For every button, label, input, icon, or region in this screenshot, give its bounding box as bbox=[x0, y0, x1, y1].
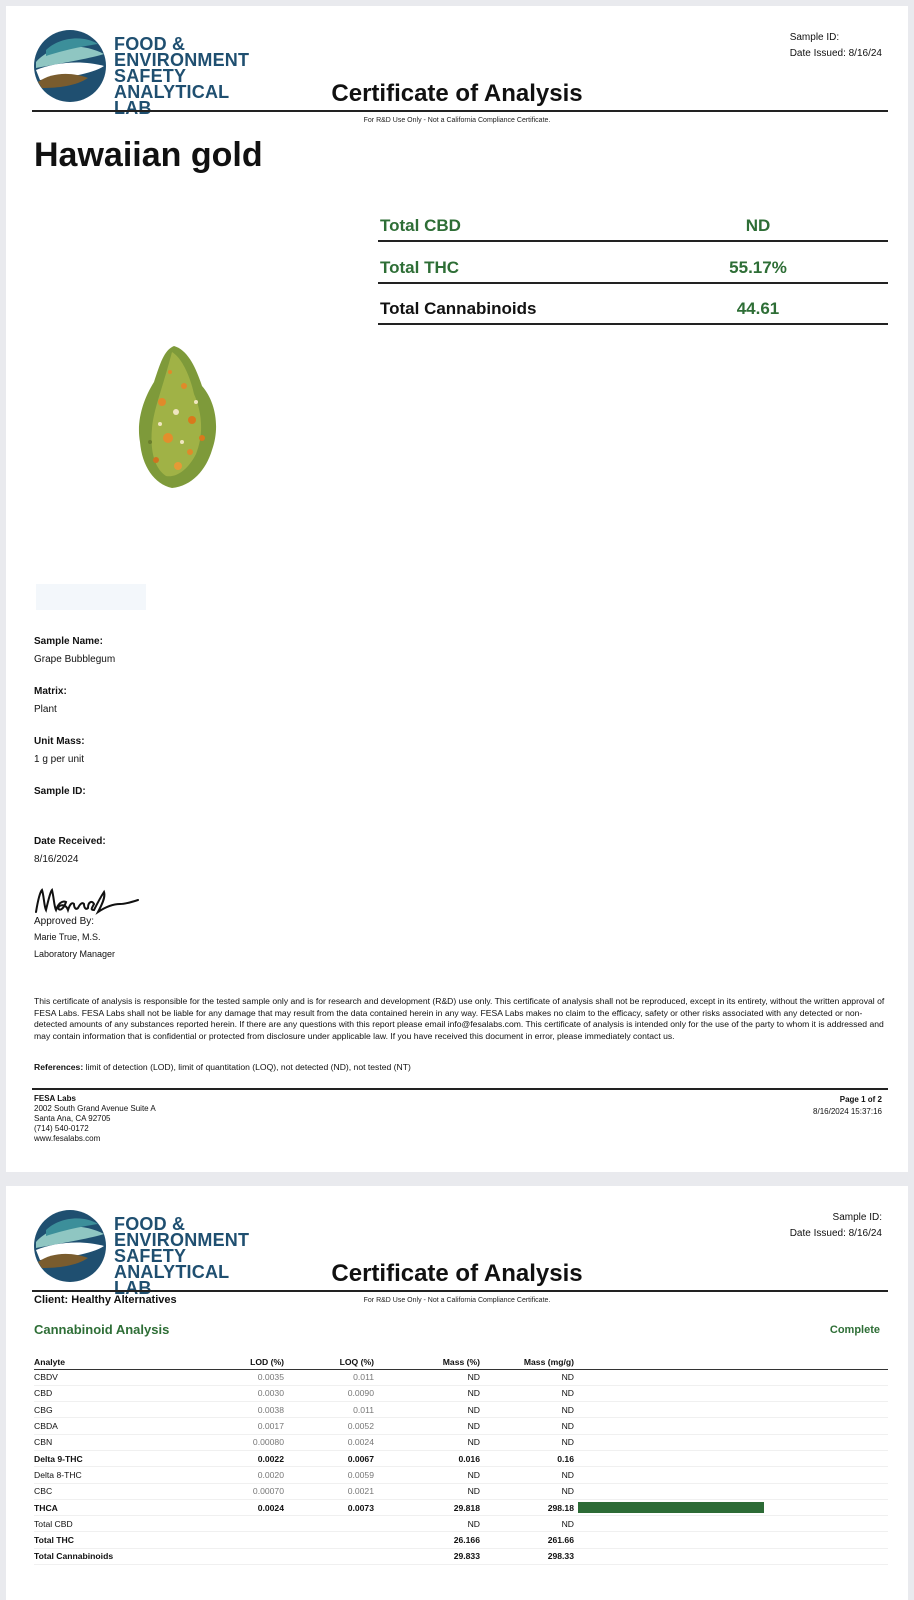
sample-name-value: Grape Bubblegum bbox=[34, 654, 116, 665]
loq-cell: 0.0059 bbox=[284, 1467, 374, 1483]
mass-mg-cell: ND bbox=[480, 1467, 574, 1483]
header-divider bbox=[32, 1290, 888, 1292]
product-name: Hawaiian gold bbox=[34, 136, 263, 174]
mass-percent-cell: ND bbox=[374, 1516, 480, 1532]
column-header-bar bbox=[574, 1356, 888, 1369]
mass-percent-cell: ND bbox=[374, 1385, 480, 1401]
loq-cell: 0.0090 bbox=[284, 1385, 374, 1401]
loq-cell: 0.0067 bbox=[284, 1450, 374, 1466]
bar-cell bbox=[574, 1385, 888, 1401]
footer-page-info bbox=[813, 1094, 882, 1118]
analysis-status: Complete bbox=[829, 1324, 880, 1336]
mass-mg-cell: ND bbox=[480, 1516, 574, 1532]
column-header: Analyte bbox=[34, 1356, 184, 1369]
column-header: LOD (%) bbox=[184, 1356, 284, 1369]
mass-percent-cell: 26.166 bbox=[374, 1532, 480, 1548]
mass-percent-cell: ND bbox=[374, 1369, 480, 1385]
header-meta bbox=[790, 30, 882, 62]
approver-name: Marie True, M.S. bbox=[34, 932, 101, 942]
lod-cell: 0.0017 bbox=[184, 1418, 284, 1434]
table-row bbox=[34, 1467, 888, 1483]
table-row bbox=[34, 1516, 888, 1532]
approved-by-label: Approved By: bbox=[34, 916, 95, 927]
column-header: Mass (%) bbox=[374, 1356, 480, 1369]
analyte-cell: Total THC bbox=[34, 1532, 184, 1548]
disclaimer-text: This certificate of analysis is responsible for the tested sample only and is for research and development (R&D) use only. This certificate of analysis shall not be reproduced, except in its entirety, without the written approval of FESA Labs. FESA Labs shall not be liable for any damage that may result from the data contained herein in any way. FESA Labs makes no claim to the efficacy, safety or other risks associated with any detected or non-detected amounts of any substances reported herein. If there are any questions with this report please email info@fesalabs.com. This certificate of analysis is intended only for the use of the party to whom it is addressed and may contain information that is confidential or protected from disclosure under applicable law. If you have received this document in error, please immediately contact us. bbox=[34, 996, 885, 1041]
bar-cell bbox=[574, 1499, 888, 1515]
section-title: Cannabinoid Analysis bbox=[34, 1322, 170, 1337]
references-label: References: bbox=[34, 1062, 84, 1072]
loq-cell: 0.0024 bbox=[284, 1434, 374, 1450]
analyte-cell: Delta 8-THC bbox=[34, 1467, 184, 1483]
bar-cell bbox=[574, 1532, 888, 1548]
date-issued: Date Issued: 8/16/24 bbox=[789, 48, 882, 59]
mass-percent-cell: ND bbox=[374, 1483, 480, 1499]
summary-label: Total CBD bbox=[380, 216, 461, 235]
loq-cell: 0.011 bbox=[284, 1369, 374, 1385]
summary-value: 55.17% bbox=[729, 258, 787, 277]
lod-cell: 0.0035 bbox=[184, 1369, 284, 1385]
table-row bbox=[34, 1418, 888, 1434]
rd-notice: For R&D Use Only - Not a California Compliance Certificate. bbox=[363, 1297, 551, 1304]
sample-id-header: Sample ID: bbox=[789, 32, 840, 43]
matrix-value: Plant bbox=[34, 704, 57, 715]
analyte-cell: Delta 9-THC bbox=[34, 1450, 184, 1466]
table-row bbox=[34, 1369, 888, 1385]
lod-cell bbox=[184, 1548, 284, 1564]
summary-row-total-cannabinoids bbox=[378, 297, 888, 325]
loq-cell bbox=[284, 1516, 374, 1532]
lod-cell: 0.00070 bbox=[184, 1483, 284, 1499]
matrix-label: Matrix: bbox=[34, 686, 67, 697]
table-row bbox=[34, 1548, 888, 1564]
mass-mg-cell: ND bbox=[480, 1369, 574, 1385]
bar-cell bbox=[574, 1434, 888, 1450]
bar-cell bbox=[574, 1483, 888, 1499]
mass-mg-cell: ND bbox=[480, 1434, 574, 1450]
analyte-cell: CBC bbox=[34, 1483, 184, 1499]
table-row bbox=[34, 1385, 888, 1401]
lod-cell: 0.0038 bbox=[184, 1402, 284, 1418]
mass-bar bbox=[578, 1502, 764, 1513]
analyte-cell: THCA bbox=[34, 1499, 184, 1515]
table-row bbox=[34, 1532, 888, 1548]
footer-timestamp: 8/16/2024 15:37:16 bbox=[813, 1107, 882, 1116]
mass-mg-cell: ND bbox=[480, 1418, 574, 1434]
analyte-cell: Total Cannabinoids bbox=[34, 1548, 184, 1564]
analyte-cell: CBDA bbox=[34, 1418, 184, 1434]
page-number: Page 1 of 2 bbox=[839, 1095, 882, 1104]
mass-percent-cell: ND bbox=[374, 1434, 480, 1450]
analyte-cell: CBD bbox=[34, 1385, 184, 1401]
bar-cell bbox=[574, 1516, 888, 1532]
mass-percent-cell: 29.818 bbox=[374, 1499, 480, 1515]
cannabinoid-table bbox=[34, 1356, 888, 1565]
mass-percent-cell: 0.016 bbox=[374, 1450, 480, 1466]
lab-name-line: SAFETY bbox=[114, 66, 187, 86]
loq-cell bbox=[284, 1548, 374, 1564]
table-row bbox=[34, 1402, 888, 1418]
approver-title: Laboratory Manager bbox=[34, 949, 116, 959]
loq-cell: 0.0021 bbox=[284, 1483, 374, 1499]
sample-id-header: Sample ID: bbox=[832, 1212, 882, 1223]
analyte-cell: CBG bbox=[34, 1402, 184, 1418]
lod-cell: 0.00080 bbox=[184, 1434, 284, 1450]
mass-mg-cell: 261.66 bbox=[480, 1532, 574, 1548]
lab-name-line: ANALYTICAL LAB bbox=[114, 82, 230, 118]
lab-name-line: ENVIRONMENT bbox=[114, 1230, 250, 1250]
mass-percent-cell: ND bbox=[374, 1467, 480, 1483]
redacted-area bbox=[36, 584, 146, 610]
table-row bbox=[34, 1499, 888, 1515]
table-row bbox=[34, 1450, 888, 1466]
certificate-title: Certificate of Analysis bbox=[331, 1260, 583, 1287]
table-header-row bbox=[34, 1356, 888, 1369]
mass-mg-cell: ND bbox=[480, 1483, 574, 1499]
certificate-page-1 bbox=[6, 6, 908, 1172]
bar-cell bbox=[574, 1450, 888, 1466]
mass-mg-cell: 298.18 bbox=[480, 1499, 574, 1515]
header-meta bbox=[790, 1210, 882, 1242]
lod-cell bbox=[184, 1532, 284, 1548]
lod-cell: 0.0020 bbox=[184, 1467, 284, 1483]
column-header: Mass (mg/g) bbox=[480, 1356, 574, 1369]
rd-notice: For R&D Use Only - Not a California Compliance Certificate. bbox=[363, 117, 551, 124]
lab-name-line: SAFETY bbox=[114, 1246, 187, 1266]
lab-name-line: ANALYTICAL LAB bbox=[114, 1262, 230, 1298]
analyte-cell: Total CBD bbox=[34, 1516, 184, 1532]
client-name: Client: Healthy Alternatives bbox=[34, 1294, 177, 1306]
unit-mass-label: Unit Mass: bbox=[34, 736, 85, 747]
references bbox=[34, 1062, 411, 1072]
bar-cell bbox=[574, 1548, 888, 1564]
signature bbox=[32, 882, 142, 918]
mass-mg-cell: ND bbox=[480, 1385, 574, 1401]
footer-address-line: Santa Ana, CA 92705 bbox=[34, 1114, 111, 1123]
analyte-cell: CBDV bbox=[34, 1369, 184, 1385]
summary-label: Total Cannabinoids bbox=[380, 299, 537, 318]
mass-mg-cell: ND bbox=[480, 1402, 574, 1418]
mass-percent-cell: ND bbox=[374, 1418, 480, 1434]
lod-cell: 0.0022 bbox=[184, 1450, 284, 1466]
lod-cell: 0.0030 bbox=[184, 1385, 284, 1401]
date-issued: Date Issued: 8/16/24 bbox=[789, 1228, 882, 1239]
footer-phone: (714) 540-0172 bbox=[34, 1124, 89, 1133]
mass-percent-cell: ND bbox=[374, 1402, 480, 1418]
footer-address bbox=[34, 1094, 156, 1144]
footer-address-line: 2002 South Grand Avenue Suite A bbox=[34, 1104, 156, 1113]
footer-divider bbox=[32, 1088, 888, 1090]
loq-cell: 0.0073 bbox=[284, 1499, 374, 1515]
bar-cell bbox=[574, 1418, 888, 1434]
summary-value: 44.61 bbox=[736, 299, 780, 318]
sample-id-label: Sample ID: bbox=[34, 786, 86, 797]
footer-company: FESA Labs bbox=[34, 1094, 76, 1103]
mass-percent-cell: 29.833 bbox=[374, 1548, 480, 1564]
summary-row-total-cbd bbox=[378, 214, 888, 242]
lod-cell: 0.0024 bbox=[184, 1499, 284, 1515]
lab-name-line: FOOD & bbox=[114, 1214, 186, 1234]
footer-website: www.fesalabs.com bbox=[34, 1134, 101, 1143]
header-divider bbox=[32, 110, 888, 112]
mass-mg-cell: 298.33 bbox=[480, 1548, 574, 1564]
lab-name-line: FOOD & bbox=[114, 34, 186, 54]
product-photo bbox=[132, 342, 222, 492]
loq-cell bbox=[284, 1532, 374, 1548]
loq-cell: 0.0052 bbox=[284, 1418, 374, 1434]
bar-cell bbox=[574, 1402, 888, 1418]
bar-cell bbox=[574, 1369, 888, 1385]
lab-name-line: ENVIRONMENT bbox=[114, 50, 250, 70]
loq-cell: 0.011 bbox=[284, 1402, 374, 1418]
table-body bbox=[34, 1369, 888, 1565]
analyte-cell: CBN bbox=[34, 1434, 184, 1450]
mass-mg-cell: 0.16 bbox=[480, 1450, 574, 1466]
unit-mass-value: 1 g per unit bbox=[34, 754, 85, 765]
date-received-value: 8/16/2024 bbox=[34, 854, 79, 865]
column-header: LOQ (%) bbox=[284, 1356, 374, 1369]
references-text: limit of detection (LOD), limit of quantitation (LOQ), not detected (ND), not tested (NT) bbox=[85, 1062, 411, 1072]
date-received-label: Date Received: bbox=[34, 836, 106, 847]
certificate-title: Certificate of Analysis bbox=[331, 80, 583, 107]
summary-value: ND bbox=[745, 216, 771, 235]
summary-label: Total THC bbox=[380, 258, 460, 277]
certificate-page-2 bbox=[6, 1186, 908, 1600]
sample-name-label: Sample Name: bbox=[34, 636, 103, 647]
table-row bbox=[34, 1434, 888, 1450]
lod-cell bbox=[184, 1516, 284, 1532]
table-row bbox=[34, 1483, 888, 1499]
summary-row-total-thc bbox=[378, 256, 888, 284]
bar-cell bbox=[574, 1467, 888, 1483]
